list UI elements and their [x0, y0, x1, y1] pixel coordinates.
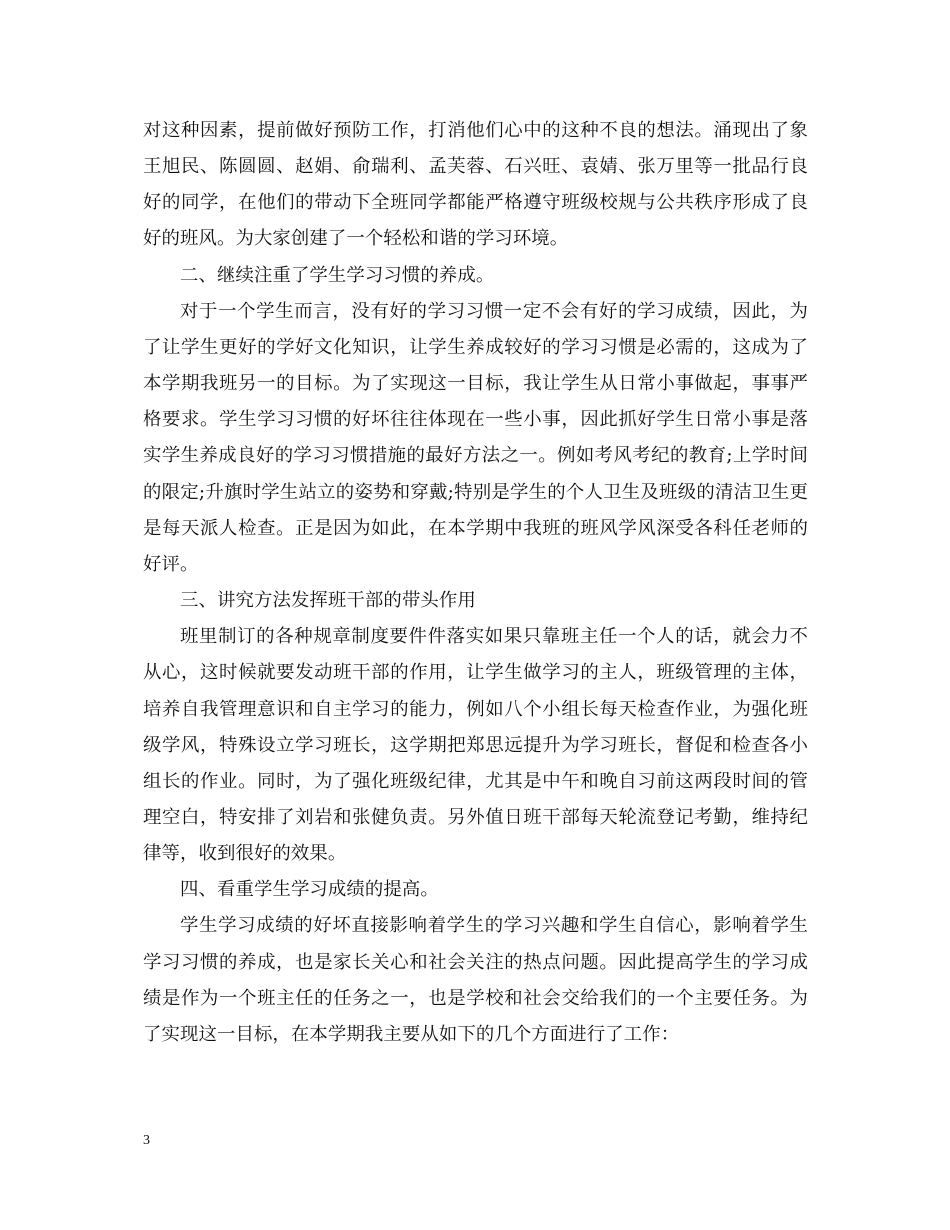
- paragraph-study-habits: 对于一个学生而言，没有好的学习习惯一定不会有好的学习成绩，因此，为了让学生更好的学好文化知识，让学生养成较好的学习习惯是必需的，这成为了本学期我班另一的目标。为了实现这一目标，我让学生从日常小事做起，事事严格要求。学生学习习惯的好坏往往体现在一些小事，因此抓好学生日常小事是落实学生养成良好的学习习惯措施的最好方法之一。例如考风考纪的教育;上学时间的限定;升旗时学生站立的姿势和穿戴;特别是学生的个人卫生及班级的清洁卫生更是每天派人检查。正是因为如此，在本学期中我班的班风学风深受各科任老师的好评。: [143, 300, 808, 575]
- paragraph-continued: 对这种因素，提前做好预防工作，打消他们心中的这种不良的想法。涌现出了象王旭民、陈圆圆、赵娟、俞瑞利、孟芙蓉、石兴旺、袁婧、张万里等一批品行良好的同学，在他们的带动下全班同学都能严格遵守班级校规与公共秩序形成了良好的班风。为大家创建了一个轻松和谐的学习环境。: [143, 120, 808, 250]
- section-heading-2: 二、继续注重了学生学习习惯的养成。: [180, 264, 495, 286]
- page-number: 3: [143, 1133, 150, 1148]
- body-text: [143, 113, 808, 1053]
- section-heading-3: 三、讲究方法发挥班干部的带头作用: [180, 590, 476, 612]
- paragraph-academic-results: 学生学习成绩的好坏直接影响着学生的学习兴趣和学生自信心，影响着学生学习习惯的养成，也是家长关心和社会关注的热点问题。因此提高学生的学习成绩是作为一个班主任的任务之一，也是学校和社会交给我们的一个主要任务。为了实现这一目标，在本学期我主要从如下的几个方面进行了工作：: [143, 915, 808, 1045]
- section-heading-4: 四、看重学生学习成绩的提高。: [180, 879, 439, 901]
- paragraph-class-cadres: 班里制订的各种规章制度要件件落实如果只靠班主任一个人的话，就会力不从心，这时候就要发动班干部的作用，让学生做学习的主人，班级管理的主体，培养自我管理意识和自主学习的能力，例如八个小组长每天检查作业，为强化班级学风，特殊设立学习班长，这学期把郑思远提升为学习班长，督促和检查各小组长的作业。同时，为了强化班级纪律，尤其是中午和晚自习前这两段时间的管理空白，特安排了刘岩和张健负责。另外值日班干部每天轮流登记考勤，维持纪律等，收到很好的效果。: [143, 626, 808, 865]
